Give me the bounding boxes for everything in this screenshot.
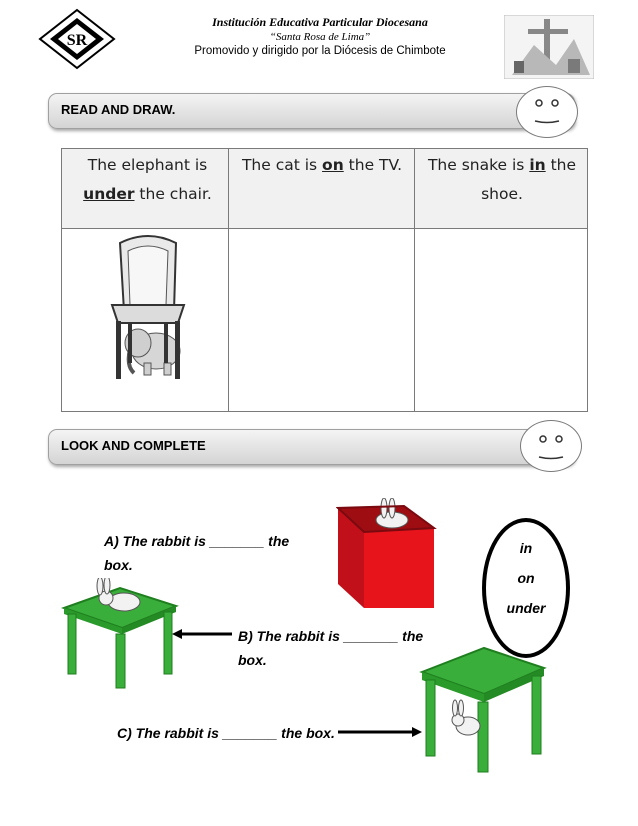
sentence-keyword: under bbox=[83, 185, 135, 203]
exercise-b-line1: B) The rabbit is _______ the bbox=[238, 628, 424, 644]
exercise-b-line2: box. bbox=[238, 652, 267, 668]
section-title: LOOK AND COMPLETE bbox=[61, 438, 206, 453]
rabbit-under-table-image bbox=[418, 642, 548, 774]
exercise-c-line1: C) The rabbit is _______ the box. bbox=[117, 725, 335, 741]
arrow-right-icon bbox=[338, 725, 422, 739]
sentence-lead: The elephant is bbox=[87, 156, 208, 174]
arrow-left-icon bbox=[172, 627, 232, 641]
sentence-lead: The snake is bbox=[427, 156, 530, 174]
sentence-tail: the TV. bbox=[343, 156, 403, 174]
sentence-cell-2 bbox=[232, 151, 412, 180]
institution-name: Institución Educativa Particular Diocesana bbox=[212, 15, 428, 29]
sentence-keyword: in bbox=[529, 156, 546, 174]
word-bank-item: under bbox=[506, 600, 546, 616]
exercise-c bbox=[117, 721, 335, 745]
sentence-cell-1 bbox=[70, 151, 225, 209]
exercise-b bbox=[238, 624, 423, 672]
word-bank-item: in bbox=[519, 540, 533, 556]
elephant-under-chair-image bbox=[98, 231, 198, 381]
sentence-keyword: on bbox=[322, 156, 344, 174]
section-banner-read-draw bbox=[48, 93, 575, 129]
promoted-by-line: Promovido y dirigido por la Diócesis de Chimbote bbox=[194, 45, 446, 57]
school-logo bbox=[38, 8, 116, 70]
word-bank bbox=[482, 518, 570, 658]
sentence-tail: the shoe. bbox=[481, 156, 577, 203]
exercise-a-line1: A) The rabbit is _______ the bbox=[104, 533, 290, 549]
read-draw-table bbox=[61, 148, 588, 412]
smiley-face-icon bbox=[516, 86, 578, 138]
section-title: READ AND DRAW. bbox=[61, 102, 176, 117]
school-name: “Santa Rosa de Lima” bbox=[269, 31, 371, 43]
sentence-tail: the chair. bbox=[134, 185, 212, 203]
exercise-a bbox=[104, 529, 289, 577]
sentence-cell-3 bbox=[418, 151, 586, 209]
exercise-a-line2: box. bbox=[104, 557, 133, 573]
word-bank-item: on bbox=[517, 570, 535, 586]
diocese-logo bbox=[504, 15, 594, 79]
smiley-face-icon bbox=[520, 420, 582, 472]
section-banner-look-complete bbox=[48, 429, 575, 465]
rabbit-in-box-image bbox=[336, 498, 438, 610]
sentence-lead: The cat is bbox=[241, 156, 323, 174]
logo-initials: SR bbox=[66, 32, 88, 49]
rabbit-on-table-image bbox=[60, 578, 180, 690]
